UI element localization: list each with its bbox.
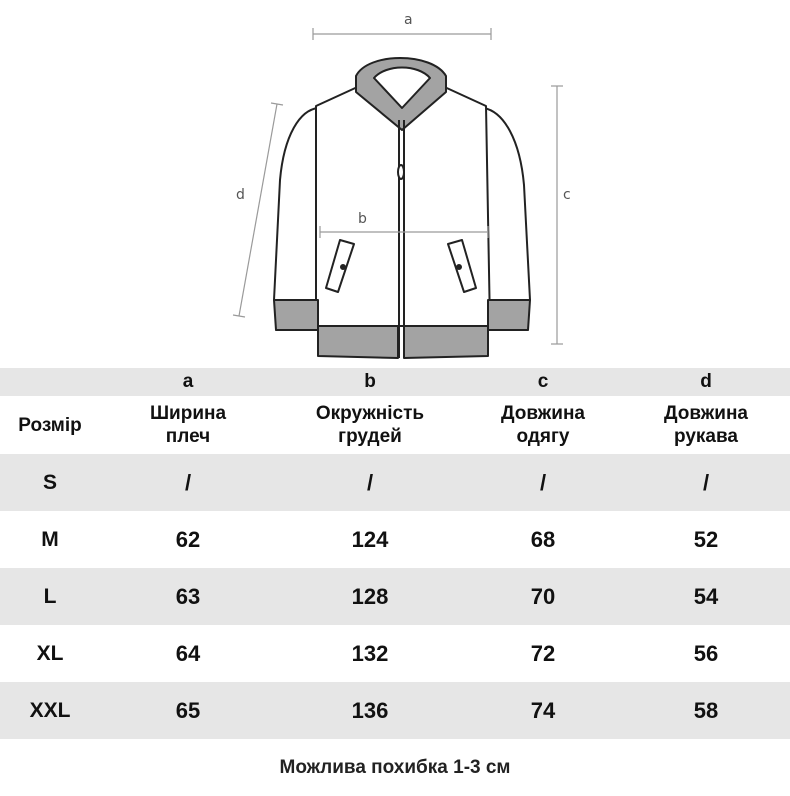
dim-label-b: b: [358, 211, 367, 227]
size-table: [0, 368, 790, 739]
table-letter-row: [0, 368, 790, 396]
table-row: [0, 454, 790, 511]
value-cell: 68: [530, 526, 556, 552]
dim-label-c: c: [563, 187, 571, 203]
size-cell: XXL: [29, 698, 71, 722]
jacket-drawing: [274, 58, 530, 358]
value-cell: 64: [175, 640, 201, 666]
table-row: [0, 682, 790, 739]
size-cell: S: [42, 470, 57, 494]
table-row: [0, 568, 790, 625]
value-cell: /: [539, 469, 547, 495]
value-cell: /: [184, 469, 192, 495]
value-cell: 136: [351, 697, 389, 723]
value-cell: /: [702, 469, 710, 495]
value-cell: /: [366, 469, 374, 495]
letter-cell: a: [182, 371, 194, 392]
value-cell: 74: [530, 697, 556, 723]
column-header: Ширина плеч: [149, 403, 227, 447]
jacket-diagram: [0, 0, 790, 368]
dim-label-a: a: [404, 12, 413, 28]
value-cell: 58: [693, 697, 719, 723]
value-cell: 132: [351, 640, 389, 666]
value-cell: 65: [175, 697, 201, 723]
value-cell: 70: [530, 583, 556, 609]
column-header: Довжина рукава: [664, 403, 748, 447]
letter-cell: c: [537, 371, 549, 392]
value-cell: 56: [693, 640, 719, 666]
size-cell: L: [43, 584, 57, 608]
value-cell: 63: [175, 583, 201, 609]
column-header: Окружність грудей: [315, 403, 425, 447]
value-cell: 128: [351, 583, 389, 609]
value-cell: 124: [351, 526, 389, 552]
column-header: Довжина одягу: [501, 403, 585, 447]
hem-band-right: [404, 326, 488, 358]
value-cell: 54: [693, 583, 719, 609]
tolerance-note: Можлива похибка 1-3 см: [279, 757, 511, 778]
size-column-header: Розмір: [18, 414, 82, 436]
size-cell: M: [41, 527, 59, 551]
table-header-row: [0, 396, 790, 454]
letter-cell: b: [364, 371, 376, 392]
hem-band: [318, 326, 398, 358]
right-cuff: [488, 300, 530, 330]
zipper-pull: [398, 165, 404, 179]
value-cell: 52: [693, 526, 719, 552]
right-pocket-snap: [457, 265, 461, 269]
table-row: [0, 625, 790, 682]
value-cell: 62: [175, 526, 201, 552]
left-cuff: [274, 300, 318, 330]
left-sleeve: [274, 108, 322, 300]
size-cell: XL: [36, 641, 64, 665]
dim-label-d: d: [236, 187, 245, 203]
value-cell: 72: [530, 640, 556, 666]
left-pocket-snap: [341, 265, 345, 269]
table-row: [0, 511, 790, 568]
letter-cell: d: [700, 371, 712, 392]
